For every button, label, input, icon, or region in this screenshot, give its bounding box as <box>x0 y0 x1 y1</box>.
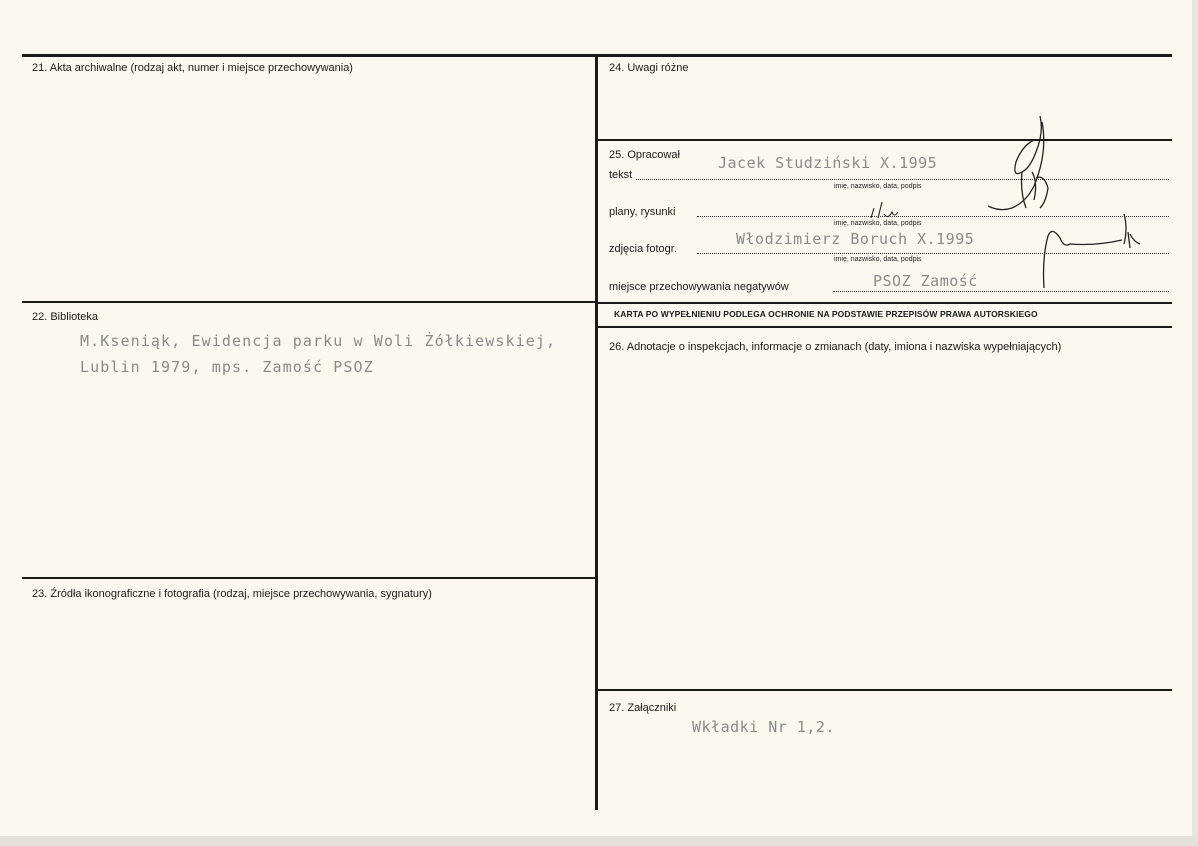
zdjecia-label: zdjęcia fotogr. <box>609 243 677 255</box>
section-24-label: 24. Uwagi różne <box>609 62 689 74</box>
center-vertical-rule <box>595 54 598 810</box>
section-27-value: Wkładki Nr 1,2. <box>692 718 835 736</box>
section-22-entry-line-1: M.Kseniąk, Ewidencja parku w Woli Żółkiewskiej, <box>80 332 557 350</box>
miejsce-label: miejsce przechowywania negatywów <box>609 281 789 293</box>
tekst-value: Jacek Studziński X.1995 <box>718 154 938 172</box>
rule-21-22 <box>22 301 596 303</box>
plany-initials-signature <box>868 200 908 222</box>
rule-notice-26 <box>596 326 1172 328</box>
plany-label: plany, rysunki <box>609 206 676 218</box>
section-22-label: 22. Biblioteka <box>32 311 99 323</box>
section-21-label: 21. Akta archiwalne (rodzaj akt, numer i miejsce przechowywania) <box>32 62 353 74</box>
rule-25-notice <box>596 302 1172 304</box>
zdjecia-value: Włodzimierz Boruch X.1995 <box>736 230 975 248</box>
tekst-dotted-line <box>636 179 1169 180</box>
rule-24-25 <box>596 139 1172 141</box>
copyright-notice: KARTA PO WYPEŁNIENIU PODLEGA OCHRONIE NA PODSTAWIE PRZEPISÓW PRAWA AUTORSKIEGO <box>614 309 1038 319</box>
section-27-label: 27. Załączniki <box>609 702 677 714</box>
zdjecia-caption: imię, nazwisko, data, podpis <box>834 256 922 263</box>
plany-caption: imię, nazwisko, data, podpis <box>834 220 922 227</box>
section-25-label: 25. Opracował <box>609 149 680 161</box>
scan-right-edge <box>1192 0 1198 846</box>
boruch-signature <box>1036 208 1146 292</box>
tekst-caption: imię, nazwisko, data, podpis <box>834 183 922 190</box>
tekst-label: tekst <box>609 169 633 181</box>
section-26-label: 26. Adnotacje o inspekcjach, informacje o zmianach (daty, imiona i nazwiska wypełniających) <box>609 341 1062 353</box>
rule-26-27 <box>596 689 1172 691</box>
scan-bottom-edge <box>0 836 1198 846</box>
miejsce-value: PSOZ Zamość <box>873 272 978 290</box>
rule-22-23 <box>22 577 596 579</box>
section-22-entry-line-2: Lublin 1979, mps. Zamość PSOZ <box>80 358 374 376</box>
section-23-label: 23. Źródła ikonograficzne i fotografia (rodzaj, miejsce przechowywania, sygnatury) <box>32 588 432 600</box>
